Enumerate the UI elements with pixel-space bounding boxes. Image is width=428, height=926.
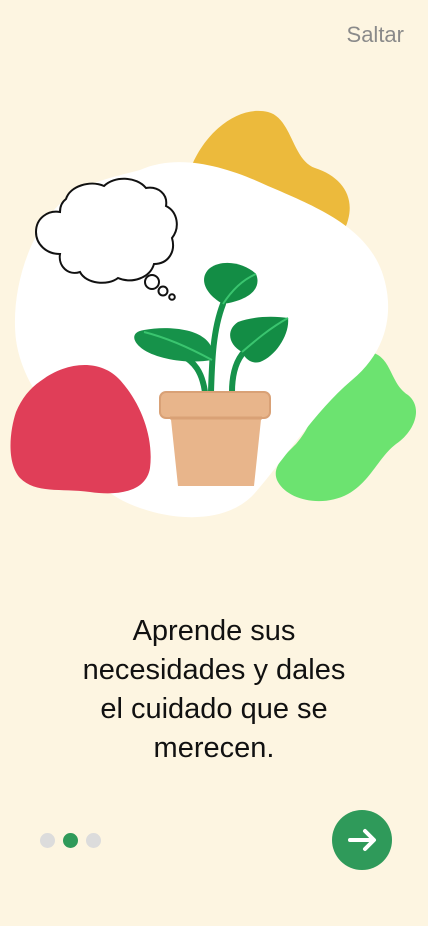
- onboarding-headline: Aprende sus necesidades y dales el cuidado que se merecen.: [82, 615, 346, 764]
- next-button[interactable]: [332, 810, 392, 870]
- skip-button[interactable]: Saltar: [346, 22, 404, 47]
- page-indicator: [40, 833, 101, 848]
- page-dot-2-active: [63, 833, 78, 848]
- arrow-right-icon: [344, 822, 380, 858]
- page-dot-3: [86, 833, 101, 848]
- page-dot-1: [40, 833, 55, 848]
- onboarding-illustration: [0, 100, 428, 530]
